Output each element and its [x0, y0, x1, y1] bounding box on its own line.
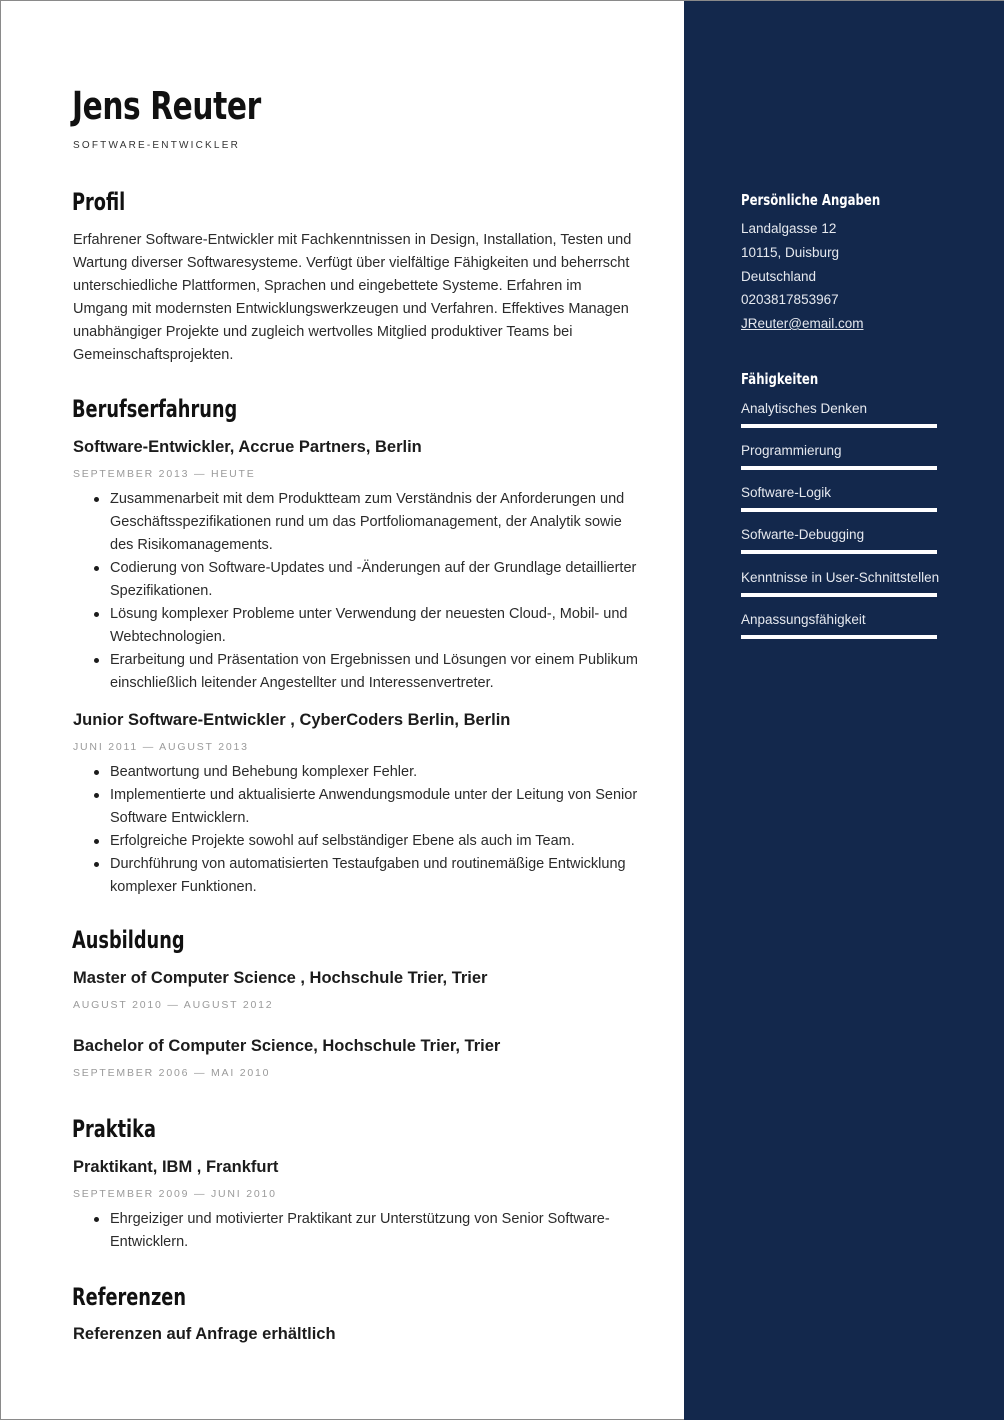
section-title-references: Referenzen — [72, 1283, 186, 1311]
profile-text: Erfahrener Software-Entwickler mit Fachkenntnissen in Design, Installation, Testen und Wartung diverser Softwaresysteme. Verfügt über vielfältige Fähigkeiten und beherrscht unterschiedliche Plattformen, Sprachen und eingebettete Systeme. Erfahren im Umgang mit modernsten Entwicklungswerkzeugen und Verfahren. Effektives Managen unabhängiger Projekte und zugleich wertvolles Mitglied produktiver Teams bei Gemeinschaftsprojekten. — [73, 232, 632, 363]
skill-item — [741, 612, 937, 627]
job-title: Junior Software-Entwickler , CyberCoders Berlin, Berlin — [73, 711, 511, 729]
internship-bullet: Ehrgeiziger und motivierter Praktikant zur Unterstützung von Senior Software-Entwicklern. — [93, 1208, 613, 1254]
education-date: SEPTEMBER 2006 — MAI 2010 — [73, 1067, 271, 1079]
job-bullet-list — [93, 761, 643, 899]
skill-bar — [741, 508, 937, 512]
skill-item — [741, 485, 937, 500]
job-bullet: Erarbeitung und Präsentation von Ergebnissen und Lösungen vor einem Publikum einschließlich leitender Angestellter und Interessenvertreter. — [93, 649, 643, 695]
email-link[interactable]: JReuter@email.com — [741, 316, 864, 331]
job-subtitle: SOFTWARE-ENTWICKLER — [73, 140, 240, 151]
skill-bar — [741, 635, 937, 639]
skill-bar — [741, 550, 937, 554]
references-text: Referenzen auf Anfrage erhältlich — [73, 1325, 336, 1343]
skill-label: Sofwarte-Debugging — [741, 527, 865, 542]
education-title: Bachelor of Computer Science, Hochschule Trier, Trier — [73, 1037, 501, 1055]
skill-bar — [741, 593, 937, 597]
skill-item — [741, 401, 937, 416]
job-bullet: Erfolgreiche Projekte sowohl auf selbständiger Ebene als auch im Team. — [93, 830, 643, 853]
job-bullet: Codierung von Software-Updates und -Änderungen auf der Grundlage detaillierter Spezifikationen. — [93, 557, 643, 603]
section-title-profile: Profil — [72, 188, 126, 216]
job-bullet: Lösung komplexer Probleme unter Verwendung der neuesten Cloud-, Mobil- und Webtechnologien. — [93, 603, 643, 649]
skill-bar-fill — [741, 635, 937, 639]
skill-bar-fill — [741, 466, 937, 470]
internship-bullet-list — [93, 1208, 613, 1254]
skill-bar-fill — [741, 424, 937, 428]
skill-label: Analytisches Denken — [741, 401, 868, 416]
skill-item — [741, 570, 940, 585]
skill-bar-fill — [741, 508, 937, 512]
skill-item — [741, 443, 937, 458]
section-title-education: Ausbildung — [72, 926, 185, 954]
section-title-experience: Berufserfahrung — [72, 395, 238, 423]
job-date: SEPTEMBER 2013 — HEUTE — [73, 468, 256, 480]
sidebar-title-skills: Fähigkeiten — [741, 370, 819, 388]
internship-date: SEPTEMBER 2009 — JUNI 2010 — [73, 1188, 277, 1200]
address-city: 10115, Duisburg — [741, 245, 840, 260]
phone-number: 0203817853967 — [741, 292, 839, 307]
education-title: Master of Computer Science , Hochschule Trier, Trier — [73, 969, 488, 987]
job-bullet-list — [93, 488, 643, 695]
skill-label: Software-Logik — [741, 485, 832, 500]
sidebar — [684, 1, 1004, 1420]
education-date: AUGUST 2010 — AUGUST 2012 — [73, 999, 274, 1011]
skill-bar — [741, 424, 937, 428]
job-bullet: Zusammenarbeit mit dem Produktteam zum Verständnis der Anforderungen und Geschäftsspezifikationen rund um das Portfoliomanagement, der Analytik sowie des Risikomanagements. — [93, 488, 643, 557]
address-street: Landalgasse 12 — [741, 221, 837, 236]
skill-label: Programmierung — [741, 443, 842, 458]
job-bullet: Beantwortung und Behebung komplexer Fehler. — [93, 761, 643, 784]
candidate-name: Jens Reuter — [72, 84, 261, 128]
job-title: Software-Entwickler, Accrue Partners, Berlin — [73, 438, 422, 456]
job-date: JUNI 2011 — AUGUST 2013 — [73, 741, 249, 753]
sidebar-title-personal: Persönliche Angaben — [741, 191, 881, 209]
internship-title: Praktikant, IBM , Frankfurt — [73, 1158, 279, 1176]
skill-bar-fill — [741, 550, 937, 554]
job-bullet: Implementierte und aktualisierte Anwendungsmodule unter der Leitung von Senior Software Entwicklern. — [93, 784, 643, 830]
skill-bar — [741, 466, 937, 470]
skill-label: Kenntnisse in User-Schnittstellen — [741, 570, 940, 585]
skill-label: Anpassungsfähigkeit — [741, 612, 866, 627]
job-bullet: Durchführung von automatisierten Testaufgaben und routinemäßige Entwicklung komplexer Funktionen. — [93, 853, 643, 899]
skill-bar-fill — [741, 593, 937, 597]
address-country: Deutschland — [741, 269, 817, 284]
section-title-internships: Praktika — [72, 1115, 156, 1143]
skill-item — [741, 527, 937, 542]
